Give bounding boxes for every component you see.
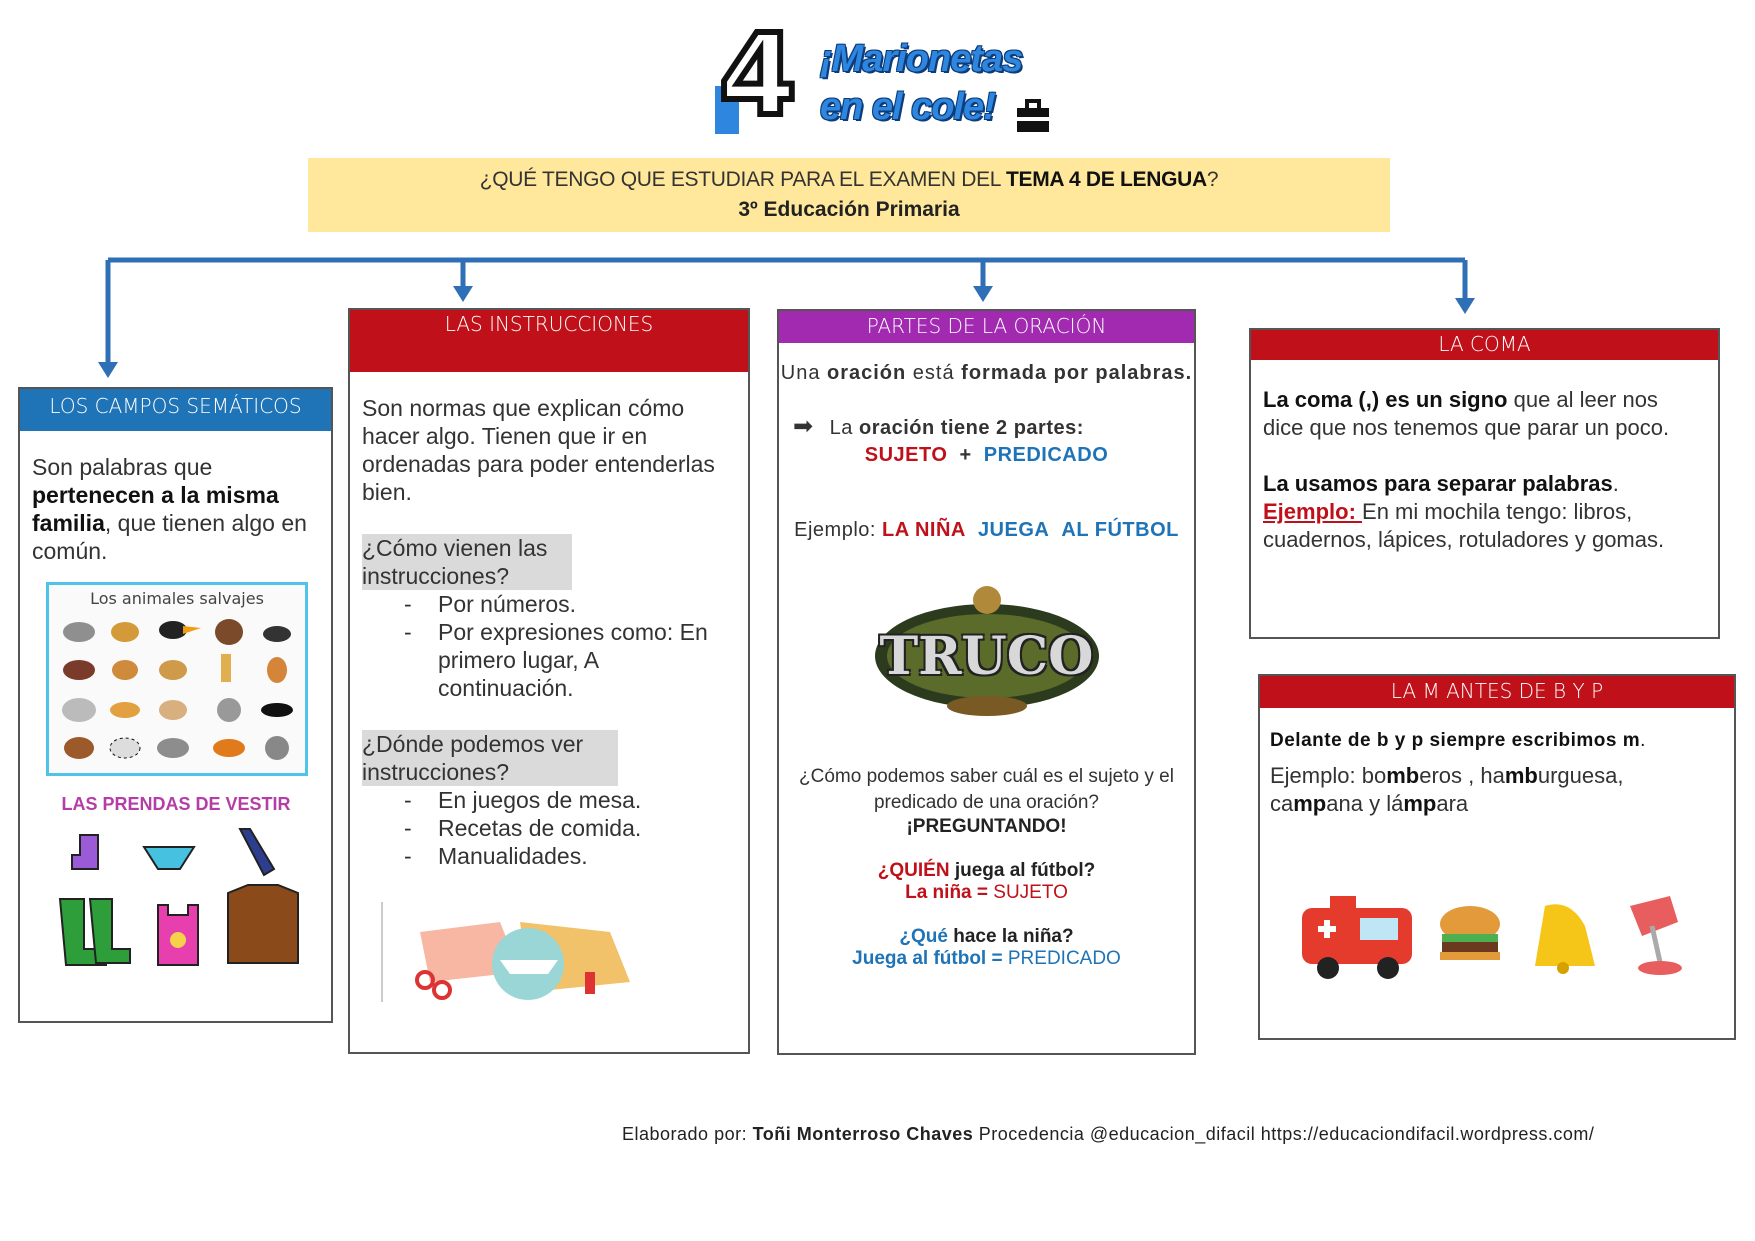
logo-line1: ¡Marionetas [820,38,1023,80]
question-2-list [362,786,734,870]
list-item: - Por números. [404,590,734,618]
wild-animals-image [46,582,308,776]
clothes-title: LAS PRENDAS DE VESTIR [61,794,291,814]
list-item: - Por expresiones como: En primero lugar, A continuación. [404,618,734,702]
mbp-rule: Delante de b y p siempre escribimos m. [1270,730,1646,751]
list-item: - En juegos de mesa. [404,786,734,814]
la-coma-card [1249,328,1720,639]
arrow-icon: ➡ [793,413,814,440]
mbp-example: Ejemplo: bomberos , hamburguesa, campana y lámpara [1270,763,1624,816]
animals-icon [49,608,305,768]
hamburger-icon [1440,906,1500,960]
lamp-icon [1630,896,1682,975]
coma-definition: La coma (,) es un signo que al leer nos dice que nos tenemos que parar un poco. [1263,387,1670,440]
clothes-icon [40,815,312,991]
instrucciones-card [348,308,750,1054]
truco-label: TRUCO [879,626,1094,687]
mbp-images [1300,886,1710,986]
oracion-example: Ejemplo: LA NIÑA JUEGA AL FÚTBOL [794,519,1179,541]
instrucciones-body [350,372,748,870]
coma-body [1251,360,1718,554]
list-item: - Manualidades. [404,842,734,870]
coma-header: LA COMA [1251,330,1718,360]
quien-question: ¿QUIÉN juega al fútbol? [877,860,1096,881]
campos-definition: Son palabras que pertenecen a la misma familia, que tienen algo en común. [32,454,307,564]
instrucciones-intro: Son normas que explican cómo hacer algo. Tienen que ir en ordenadas para poder entenderlas bien. [362,395,715,505]
crafts-icon [380,902,660,1012]
list-item: - Recetas de comida. [404,814,734,842]
ambulance-icon [1302,896,1412,979]
banner-line1: ¿QUÉ TENGO QUE ESTUDIAR PARA EL EXAMEN DEL TEMA 4 DE LENGUA? [479,168,1219,191]
question-1-list [362,590,734,702]
clothes-image [40,794,312,994]
que-answer: Juega al fútbol = PREDICADO [852,948,1121,969]
oracion-question: ¿Cómo podemos saber cuál es el sujeto y el predicado de una oración? [799,766,1174,813]
instrucciones-question-1: ¿Cómo vienen las instrucciones? [362,534,572,590]
quien-answer: La niña = SUJETO [905,882,1068,903]
coma-usage: La usamos para separar palabras. [1263,471,1619,496]
instrucciones-question-2: ¿Dónde podemos ver instrucciones? [362,730,618,786]
instrucciones-header: LAS INSTRUCCIONES [350,310,748,372]
footer-credit: Elaborado por: Toñi Monterroso Chaves Procedencia @educacion_difacil https://educaciondifacil.wordpress.com/ [622,1124,1595,1144]
campos-semanticos-card [18,387,333,1023]
bell-icon [1535,904,1595,974]
m-antes-b-p-card [1258,674,1736,1040]
oracion-definition: Una oración está formada por palabras. [780,362,1193,384]
oracion-header: PARTES DE LA ORACIÓN [779,311,1194,343]
logo-line2: en el cole! [820,86,995,128]
campos-header: LOS CAMPOS SEMÁTICOS [20,389,331,431]
oracion-parts: ➡ La oración tiene 2 partes: [793,413,1084,440]
mbp-header: LA M ANTES DE B Y P [1260,676,1734,708]
banner-line2: 3º Educación Primaria [738,198,960,221]
que-question: ¿Qué hace la niña? [899,926,1074,947]
coma-example: Ejemplo: En mi mochila tengo: libros, cuadernos, lápices, rotuladores y gomas. [1263,499,1665,552]
wild-animals-title: Los animales salvajes [90,589,264,608]
sujeto-predicado: SUJETO + PREDICADO [864,444,1109,466]
truco-badge [872,584,1102,718]
oracion-answer: ¡PREGUNTANDO! [906,816,1067,837]
logo-number: 4 [719,11,797,141]
partes-oracion-card [777,309,1196,1055]
